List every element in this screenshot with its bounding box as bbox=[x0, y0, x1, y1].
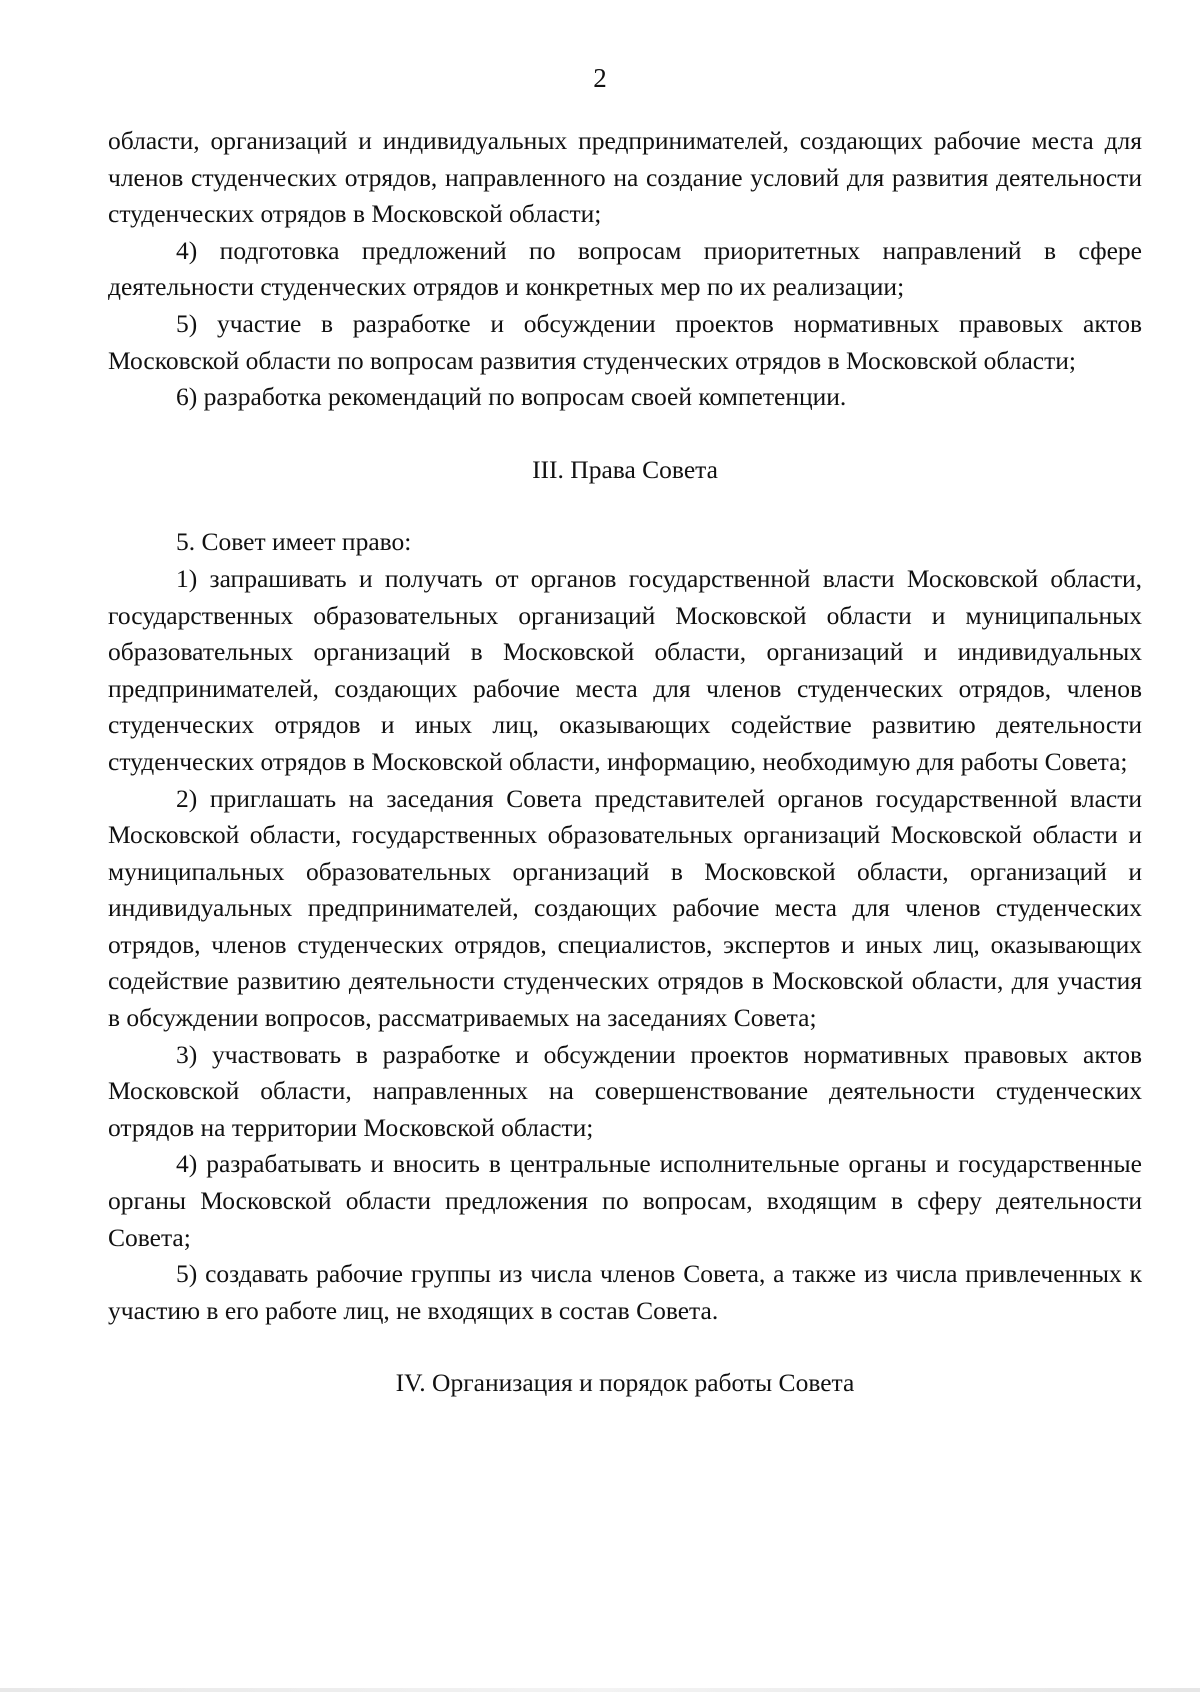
paragraph-item-6: 6) разработка рекомендаций по вопросам своей компетенции. bbox=[176, 382, 847, 412]
right-item-5: 5) создавать рабочие группы из числа членов Совета, а также из числа привлеченных к участию в его работе лиц, не входящих в состав Совета. bbox=[108, 1259, 1142, 1325]
right-item-2: 2) приглашать на заседания Совета представителей органов государственной власти Московской области, государственных образовательных организаций Московской области и муниципальных образовательных организаций в Московской области, организаций и индивидуальных предпринимателей, создающих рабочие места для членов студенческих отрядов, членов студенческих отрядов, специалистов, экспертов и иных лиц, оказывающих содействие развитию деятельности студенческих отрядов в Московской области, для участия в обсуждении вопросов, рассматриваемых на заседаниях Совета; bbox=[108, 783, 1142, 1033]
paragraph-continuation: области, организаций и индивидуальных предпринимателей, создающих рабочие места для членов студенческих отрядов, направленного на создание условий для развития деятельности студенческих отрядов в Московской области; bbox=[108, 126, 1142, 229]
clause-5-intro: 5. Совет имеет право: bbox=[176, 527, 412, 557]
paragraph-item-4: 4) подготовка предложений по вопросам приоритетных направлений в сфере деятельности студенческих отрядов и конкретных мер по их реализации; bbox=[108, 235, 1142, 302]
section-heading-organization: IV. Организация и порядок работы Совета bbox=[395, 1368, 855, 1398]
right-item-3: 3) участвовать в разработке и обсуждении проектов нормативных правовых актов Московской области, направленных на совершенствование деятельности студенческих отрядов на территории Московской области; bbox=[108, 1039, 1142, 1142]
page-number: 2 bbox=[593, 63, 607, 93]
right-item-4: 4) разрабатывать и вносить в центральные исполнительные органы и государственные органы Московской области предложения по вопросам, входящим в сферу деятельности Совета; bbox=[108, 1149, 1142, 1252]
right-item-1: 1) запрашивать и получать от органов государственной власти Московской области, государственных образовательных организаций Московской области и муниципальных образовательных организаций в Московской области, организаций и индивидуальных предпринимателей, создающих рабочие места для членов студенческих отрядов, членов студенческих отрядов и иных лиц, оказывающих содействие развитию деятельности студенческих отрядов в Московской области, информацию, необходимую для работы Совета; bbox=[108, 563, 1142, 776]
section-heading-rights: III. Права Совета bbox=[532, 454, 718, 484]
document-body bbox=[108, 123, 1142, 1402]
paragraph-item-5: 5) участие в разработке и обсуждении проектов нормативных правовых актов Московской области по вопросам развития студенческих отрядов в Московской области; bbox=[108, 308, 1142, 375]
scan-edge-line bbox=[0, 1688, 1200, 1692]
